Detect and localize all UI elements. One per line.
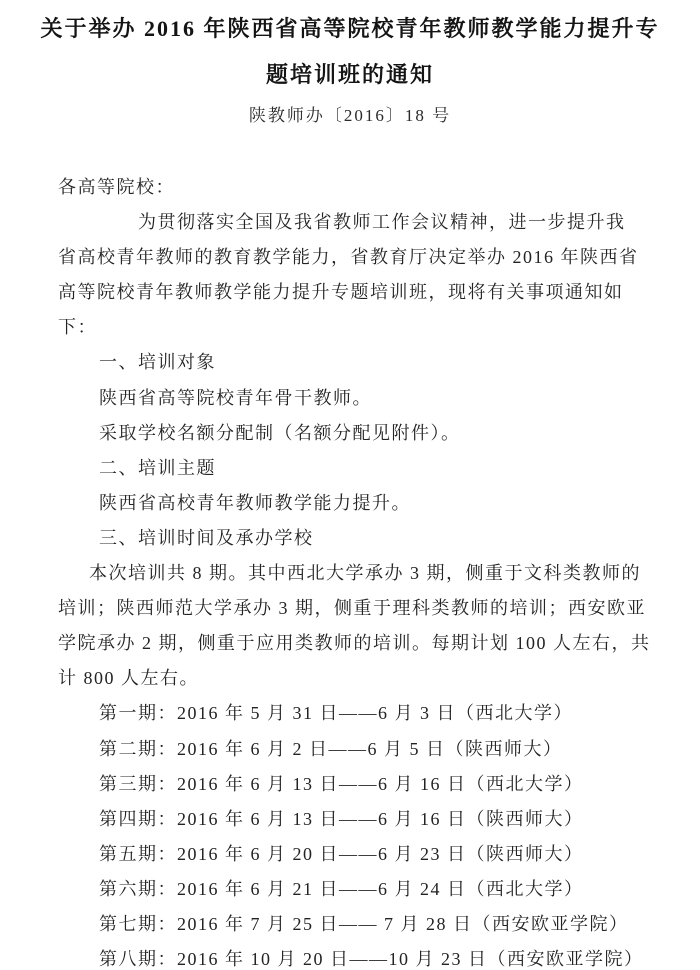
- section-heading-3: 三、培训时间及承办学校: [99, 527, 314, 548]
- schedule-line-4: 第四期：2016 年 6 月 13 日——6 月 16 日（陕西师大）: [99, 808, 584, 829]
- schedule-line-6: 第六期：2016 年 6 月 21 日——6 月 24 日（西北大学）: [99, 878, 584, 899]
- body-line: 培训；陕西师范大学承办 3 期，侧重于理科类教师的培训；西安欧亚: [58, 598, 646, 619]
- document-header: [0, 0, 700, 128]
- body-line: 本次培训共 8 期。其中西北大学承办 3 期，侧重于文科类教师的: [89, 563, 641, 584]
- schedule-line-5: 第五期：2016 年 6 月 20 日——6 月 23 日（陕西师大）: [99, 843, 584, 864]
- schedule-line-1: 第一期：2016 年 5 月 31 日——6 月 3 日（西北大学）: [99, 703, 573, 724]
- document-title-line-2: 题培训班的通知: [265, 62, 434, 87]
- body-line: 高等院校青年教师教学能力提升专题培训班，现将有关事项通知如: [58, 282, 624, 303]
- document-title-line-1: 关于举办 2016 年陕西省高等院校青年教师教学能力提升专: [40, 16, 660, 41]
- body-line: 下：: [58, 317, 97, 338]
- body-line: 陕西省高校青年教师教学能力提升。: [99, 492, 411, 513]
- body-line: 计 800 人左右。: [58, 668, 199, 689]
- body-line: 省高校青年教师的教育教学能力，省教育厅决定举办 2016 年陕西省: [58, 247, 639, 268]
- body-line: 采取学校名额分配制（名额分配见附件）。: [99, 422, 461, 443]
- schedule-line-8: 第八期：2016 年 10 月 20 日——10 月 23 日（西安欧亚学院）: [99, 949, 644, 970]
- body-line: 陕西省高等院校青年骨干教师。: [99, 387, 372, 408]
- document-number: 陕教师办〔2016〕18 号: [248, 106, 452, 125]
- salutation-line: 各高等院校：: [58, 177, 175, 197]
- schedule-line-3: 第三期：2016 年 6 月 13 日——6 月 16 日（西北大学）: [99, 773, 584, 794]
- body-line: 学院承办 2 期，侧重于应用类教师的培训。每期计划 100 人左右，共: [58, 633, 651, 654]
- schedule-line-7: 第七期：2016 年 7 月 25 日—— 7 月 28 日（西安欧亚学院）: [99, 913, 629, 934]
- body-line: 为贯彻落实全国及我省教师工作会议精神，进一步提升我: [138, 212, 626, 233]
- section-heading-1: 一、培训对象: [99, 352, 216, 373]
- document-body: [0, 170, 700, 970]
- schedule-line-2: 第二期：2016 年 6 月 2 日——6 月 5 日（陕西师大）: [99, 738, 563, 759]
- section-heading-2: 二、培训主题: [99, 457, 216, 478]
